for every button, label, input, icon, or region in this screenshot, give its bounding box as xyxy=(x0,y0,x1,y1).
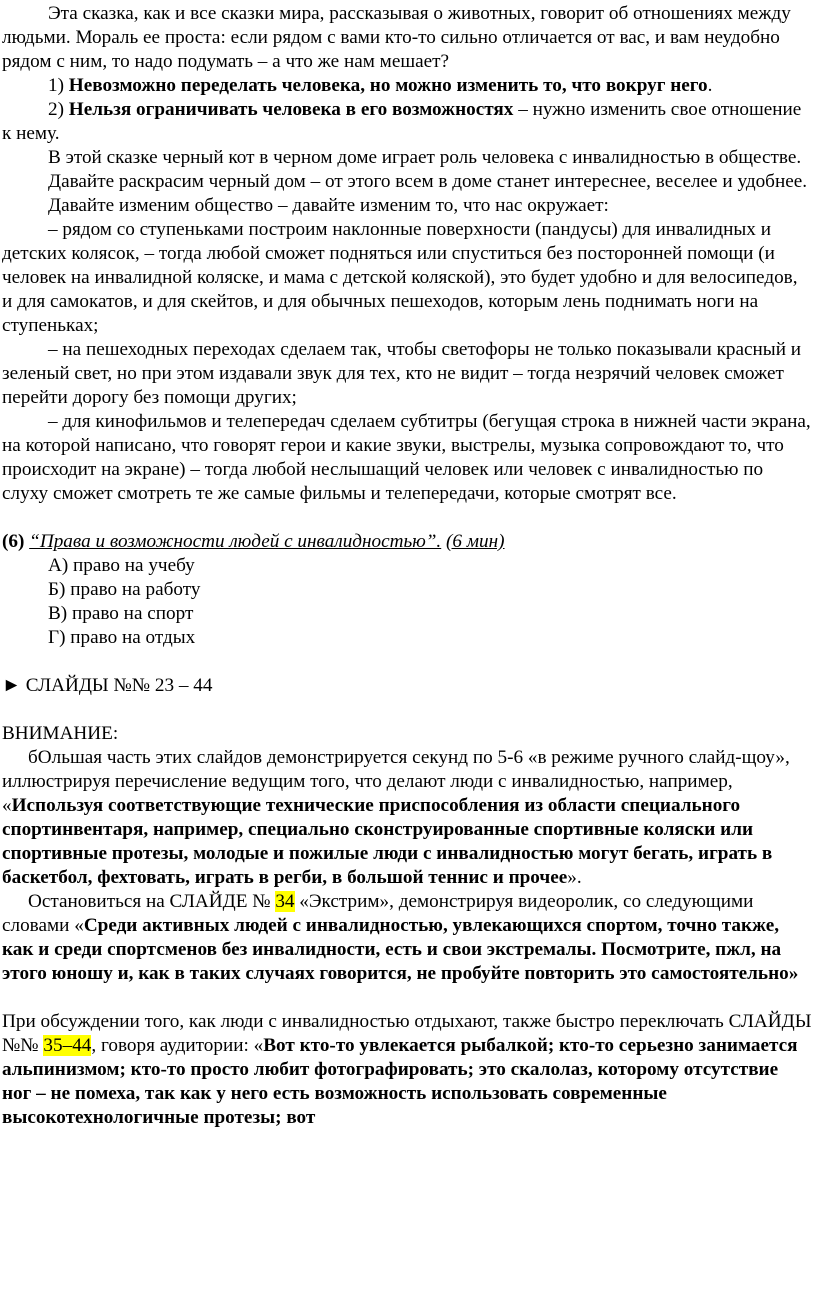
moral-2-rest: – нужно изменить свое отношение к нему. xyxy=(2,99,802,144)
attention-paragraph xyxy=(2,746,812,890)
ramps-item: – рядом со ступеньками построим наклонные поверхности (пандусы) для инвалидных и детских колясок, – тогда любой сможет подняться или спуститься без посторонней помощи (и человек на инвалидной коляске, и мама с детской коляской), это будет удобно и для велосипедов, и для самокатов, и для скейтов, и для обычных пешеходов, которым лень поднимать ноги на ступеньках; xyxy=(2,219,798,336)
section-time: (6 мин) xyxy=(446,531,505,552)
rights-item: Г) право на отдых xyxy=(48,627,196,648)
moral-1 xyxy=(2,74,812,98)
moral-1-bold: Невозможно переделать человека, но можно изменить то, что вокруг него xyxy=(68,75,708,96)
slide-range-highlight: 35–44 xyxy=(43,1035,92,1056)
rights-item: Б) право на работу xyxy=(48,579,201,600)
discussion-text-mid: , говоря аудитории: « xyxy=(91,1035,264,1056)
discussion-paragraph xyxy=(2,1010,812,1130)
arrow-right-icon: ► xyxy=(2,675,21,696)
spacer xyxy=(2,506,812,530)
moral-2-bold: Нельзя ограничивать человека в его возможностях xyxy=(68,99,514,120)
extreme-paragraph xyxy=(2,890,812,986)
discussion-text-start: При обсуждении того, как люди с инвалидностью отдыхают, также быстро переключать СЛАЙДЫ №№ xyxy=(2,1011,812,1056)
attention-bold: Используя соответствующие технические приспособления из области специального спортинвентаря, например, специально сконструированные спортивные коляски или спортивные протезы, молодые и пожилые люди с инвалидностью могут бегать, играть в баскетбол, фехтовать, играть в регби, в большой теннис и прочее xyxy=(2,795,773,888)
rights-item: А) право на учебу xyxy=(48,555,195,576)
attention-heading: ВНИМАНИЕ: xyxy=(2,723,119,744)
attention-text: бОльшая часть этих слайдов демонстрируется секунд по 5-6 «в режиме ручного слайд-щоу», иллюстрируя перечисление ведущим того, что делают люди с инвалидностью, например, « xyxy=(2,747,790,816)
section-6-heading xyxy=(2,530,812,554)
discussion-bold: Вот кто-то увлекается рыбалкой; кто-то серьезно занимается альпинизмом; кто-то просто любит фотографировать; это скалолаз, которому отсутствие ног – не помеха, так как у него есть возможность использовать современные высокотехнологичные протезы; вот xyxy=(2,1035,798,1128)
extreme-text-mid: «Экстрим», демонстрируя видеоролик, со следующими словами « xyxy=(2,891,754,936)
section-title: “Права и возможности людей с инвалидностью”. xyxy=(29,531,442,552)
moral-1-end: . xyxy=(707,75,713,96)
extreme-text-start: Остановиться на СЛАЙДЕ № xyxy=(28,891,276,912)
cat-paragraph: В этой сказке черный кот в черном доме играет роль человека с инвалидностью в обществе. xyxy=(48,147,802,168)
spacer xyxy=(2,650,812,674)
extreme-bold: Среди активных людей с инвалидностью, увлекающихся спортом, точно также, как и среди спортсменов без инвалидности, есть и свои экстремалы. Посмотрите, пжл, на этого юношу и, как в таких случаях говорится, не пробуйте повторить это самостоятельно» xyxy=(2,915,799,984)
slides-line xyxy=(2,674,812,698)
moral-1-number: 1) xyxy=(48,75,69,96)
rights-item: В) право на спорт xyxy=(48,603,194,624)
spacer xyxy=(2,698,812,722)
moral-2 xyxy=(2,98,812,146)
slide-number-highlight: 34 xyxy=(275,891,295,912)
attention-end: ». xyxy=(567,867,582,888)
document-page xyxy=(2,2,812,1130)
change-society-paragraph: Давайте изменим общество – давайте изменим то, что нас окружает: xyxy=(48,195,609,216)
subtitles-item: – для кинофильмов и телепередач сделаем субтитры (бегущая строка в нижней части экрана, на которой написано, что говорят герои и какие звуки, выстрелы, музыка сопровождают то, что происходит на экране) – тогда любой неслышащий человек или человек с инвалидностью по слуху сможет смотреть те же самые фильмы и телепередачи, которые смотрят все. xyxy=(2,411,811,504)
traffic-lights-item: – на пешеходных переходах сделаем так, чтобы светофоры не только показывали красный и зеленый свет, но при этом издавали звук для тех, кто не видит – тогда незрячий человек сможет перейти дорогу без помощи других; xyxy=(2,339,802,408)
slides-label: СЛАЙДЫ №№ 23 – 44 xyxy=(21,675,213,696)
paint-house-paragraph: Давайте раскрасим черный дом – от этого всем в доме станет интереснее, веселее и удобнее. xyxy=(48,171,808,192)
spacer xyxy=(2,986,812,1010)
intro-paragraph: Эта сказка, как и все сказки мира, рассказывая о животных, говорит об отношениях между людьми. Мораль ее проста: если рядом с вами кто-то сильно отличается от вас, и вам неудобно рядом с ним, то надо подумать – а что же нам мешает? xyxy=(2,3,791,72)
moral-2-number: 2) xyxy=(48,99,69,120)
section-number: (6) xyxy=(2,531,25,552)
